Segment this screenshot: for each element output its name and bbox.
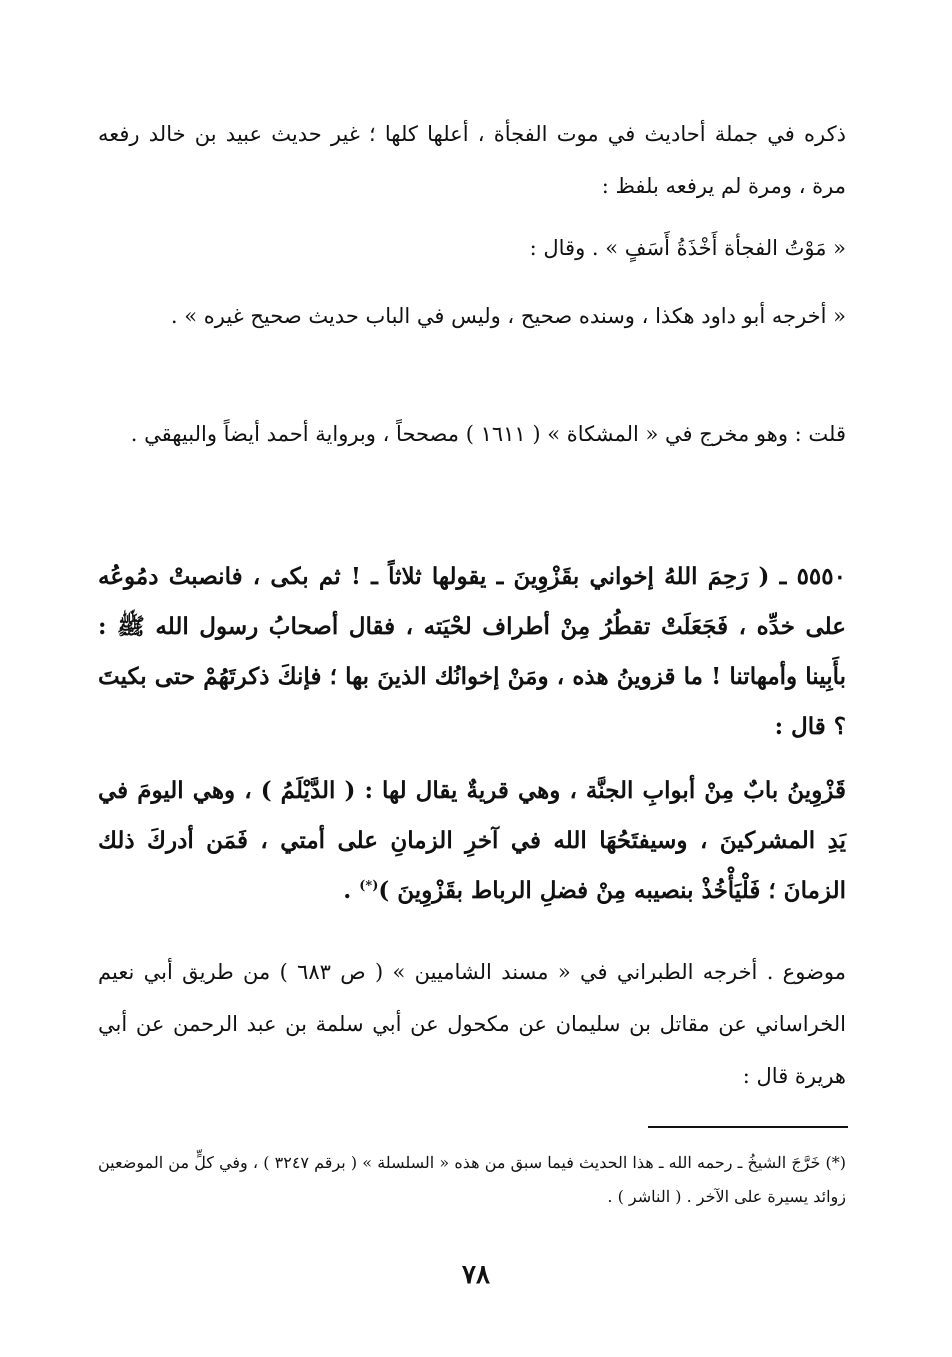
hadith-5550-body: قَزْوِينُ بابٌ مِنْ أبوابِ الجنَّة ، وهي قريةٌ يقال لها : ( الدَّيْلَمُ ) ، وهي اليومَ في يَدِ المشركينَ ، وسيفتَحُهَا الله في آخرِ الزمانِ على أمتي ، فَمَن أدركَ ذلك الزمانَ ؛ فَلْيَأْخُذْ بنصيبه مِنْ فضلِ الرباط بقَزْوِينَ ) [98, 777, 846, 904]
hadith-5550-end: . [343, 877, 360, 904]
footnote: (*) خَرَّجَ الشيخُ ـ رحمه الله ـ هذا الحديث فيما سبق من هذه « السلسلة » ( برقم ٣٢٤٧ ) ، وفي كلٍّ من الموضعين زوائد يسيرة على الآخر . ( الناشر ) . [98, 1153, 847, 1206]
paragraph-grading: موضوع . أخرجه الطبراني في « مسند الشاميين » ( ص ٦٨٣ ) من طريق أبي نعيم الخراساني عن مقاتل بن سليمان عن مكحول عن أبي سلمة بن عبد الرحمن عن أبي هريرة قال : [98, 960, 846, 1088]
page-number: ٧٨ [462, 1260, 490, 1290]
footnote-divider [648, 1126, 848, 1128]
paragraph-abu-dawud-quote: « أخرجه أبو داود هكذا ، وسنده صحيح ، وليس في الباب حديث صحيح غيره » . [170, 304, 846, 328]
hadith-5550-text [98, 766, 846, 916]
paragraph-author-note: قلت : وهو مخرج في « المشكاة » ( ١٦١١ ) مصححاً ، وبرواية أحمد أيضاً والبيهقي . [130, 422, 846, 446]
paragraph-intro: ذكره في جملة أحاديث في موت الفجأة ، أعلها كلها ؛ غير حديث عبيد بن خالد رفعه مرة ، ومرة لم يرفعه بلفظ : [98, 122, 846, 198]
paragraph-quote-text: « مَوْتُ الفجأة أَخْذَةُ أَسَفٍ » . وقال : [529, 236, 846, 260]
footnote-marker: (*) [359, 878, 379, 894]
hadith-5550-intro: ٥٥٥٠ ـ ( رَحِمَ اللهُ إخواني بقَزْوِينَ ـ يقولها ثلاثاً ـ ! ثم بكى ، فانصبتْ دمُوعُه على خدِّه ، فَجَعَلَتْ تقطُرُ مِنْ أطراف لحْيَته ، فقال أصحابُ رسول الله ﷺ : بأَبِينا وأمهاتنا ! ما قزوينُ هذه ، ومَنْ إخوانُك الذينَ بها ؛ فإنكَ ذكرتَهُمْ حتى بكيتَ ؟ قال : [98, 563, 846, 740]
